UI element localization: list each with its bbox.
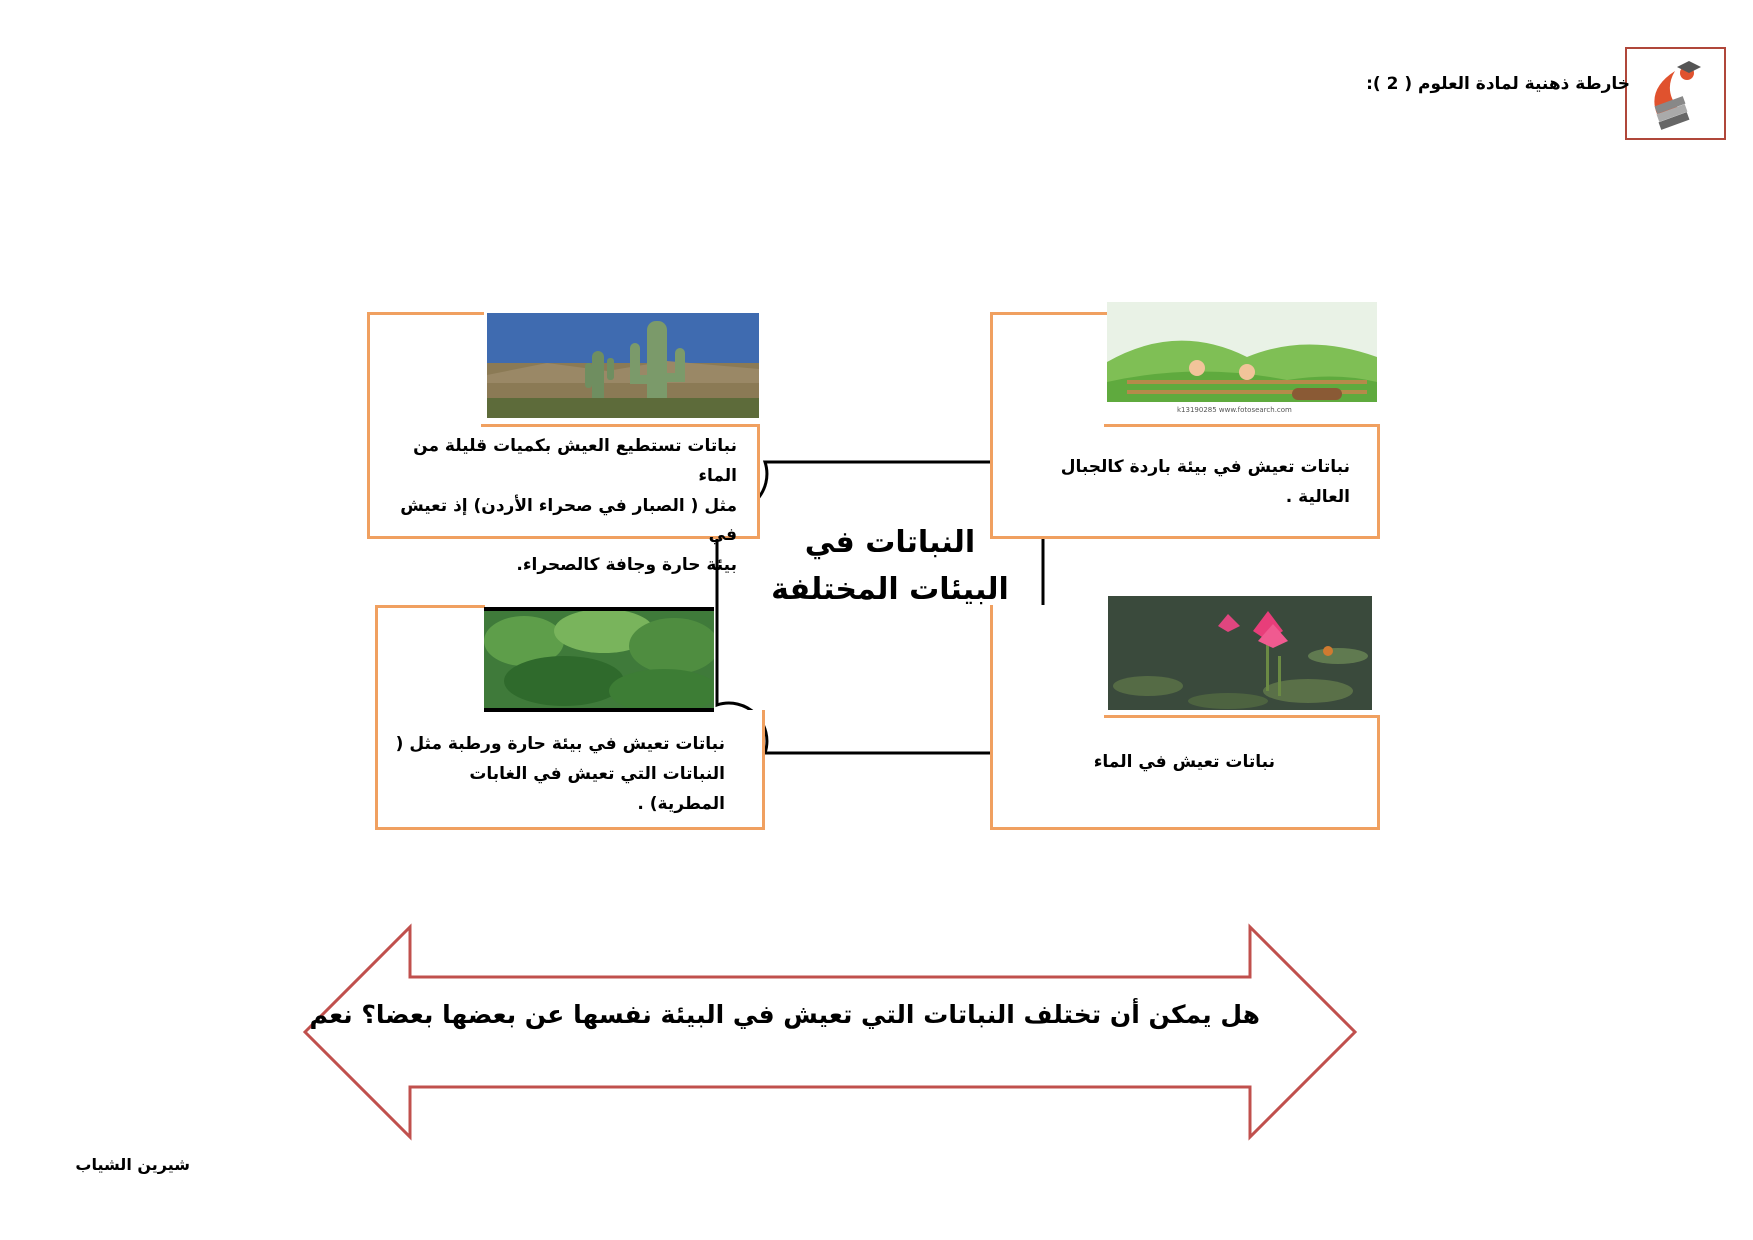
center-title-line2: البيئات المختلفة <box>771 571 1009 607</box>
question-text: هل يمكن أن تختلف النباتات التي تعيش في البيئة نفسها عن بعضها بعضا؟ نعم <box>309 1000 1260 1029</box>
branch-text-desert-line1: نباتات تستطيع العيش بكميات قليلة من الماء <box>413 436 737 486</box>
branch-text-water-line1: نباتات تعيش في الماء <box>1093 752 1275 772</box>
branch-text-rainforest-line2: النباتات التي تعيش في الغابات المطرية) . <box>469 763 725 814</box>
branch-text-rainforest-line1: نباتات تعيش في بيئة حارة ورطبة مثل ( <box>395 734 725 754</box>
mountain-photo-caption: k13190285 www.fotosearch.com <box>1177 406 1292 414</box>
branch-text-desert-line2: مثل ( الصبار في صحراء الأردن) إذ تعيش في <box>400 495 737 546</box>
author-name: شيرين الشياب <box>75 1155 190 1174</box>
branch-text-desert-line3: بيئة حارة وجافة كالصحراء. <box>516 555 737 575</box>
center-title-line1: النباتات في <box>804 525 976 560</box>
branch-text-cold-line1: نباتات تعيش في بيئة باردة كالجبال العالية . <box>1060 457 1350 507</box>
worksheet-title: خارطة ذهنية لمادة العلوم ( 2 ): <box>1366 74 1630 94</box>
